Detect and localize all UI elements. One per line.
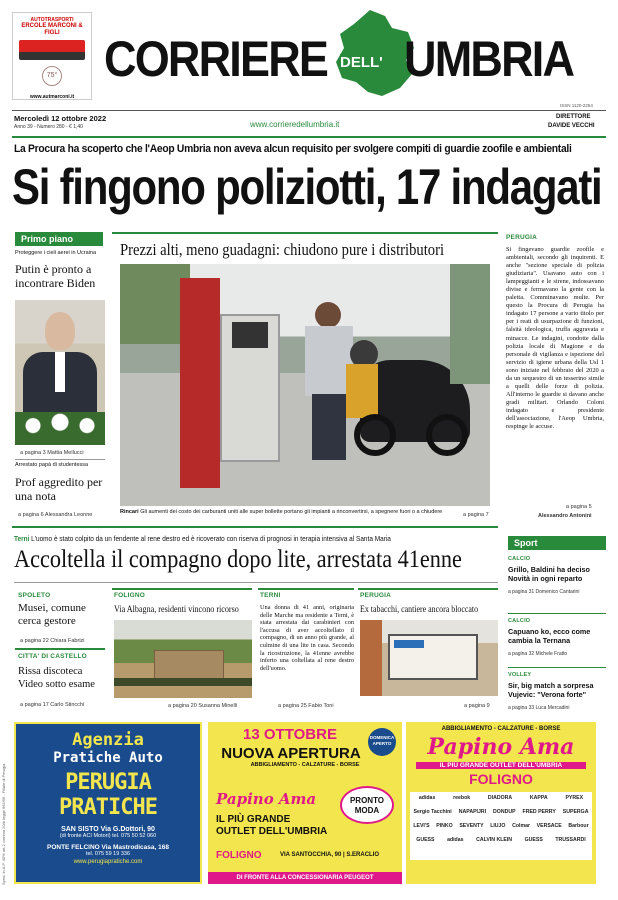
perugia-box-label: PERUGIA [360,592,392,599]
ad-left-addr2: PONTE FELCINO Via Mastrodicasa, 168 [47,844,169,851]
sponsor-url: www.autmarconi.it [29,94,75,100]
spoleto-title: Musei, comune cerca gestore [18,602,86,627]
photo-story-headline: Prezzi alti, meno guadagni: chiudono pure i distributori [120,240,445,259]
brand-logo: KAPPA [529,795,548,801]
ad-mid[interactable] [208,722,402,884]
sport-item-title: Capuano ko, ecco come cambia la Ternana [508,627,591,645]
title-left: CORRIERE [104,31,328,87]
terni-story-kicker-line [14,534,451,543]
sport-item[interactable] [508,618,606,668]
brand-logo: Colmar [512,823,530,829]
ad-right-brands [410,792,592,860]
ad-right-claim: IL PIÙ GRANDE OUTLET DELL'UMBRIA [416,762,586,769]
ad-mid-title: NUOVA APERTURA [221,745,361,762]
perugia-col-author: Alessandro Antonini [538,513,592,519]
sport-item-tag: CALCIO [508,556,531,562]
pp-item2-page[interactable]: a pagina 6 Alessandra Leonne [18,512,93,518]
director-name: DAVIDE VECCHI [548,123,595,129]
pp-item1-kicker: Proteggere i cieli aerei in Ucraina [15,250,97,256]
ad-side-legal: Sped. in A.P. 45% art.2 comma 20/b legge 662/96 - Filiale di Perugia [1,763,6,885]
sponsor-name: ERCOLE MARCONI & FIGLI [21,23,83,36]
lead-kicker: La Procura ha scoperto che l'Aeop Umbria non aveva alcun requisito per svolgere compiti di guardie zoofile e ambientali [14,143,572,155]
photo-caption [120,509,490,516]
ad-left-addr1b: (di fronte ACI Motori) tel. 075 50 52 060 [59,833,157,839]
sport-item-page[interactable]: a pagina 32 Michele Fratto [508,651,568,657]
caption-label: Rincari [120,509,139,515]
photo-page[interactable]: a pagina 7 [463,512,489,518]
title-mid: DELL' [340,54,383,71]
brand-logo: VERSACE [536,823,562,829]
pp-item1-title: Putin è pronto a incontrare Biden [15,262,96,290]
ad-left-line2: Pratiche Auto [53,750,163,766]
ad-right-brand: Papino Ama [427,734,575,760]
issue-number: Anno 39 - Numero 280 - € 1,40 [14,124,83,130]
pp-item2-kicker: Arrestato papà di studentessa [15,462,89,468]
ad-mid-claim1: IL PIÙ GRANDE [216,814,291,825]
ad-left-line4: PRATICHE [59,795,157,820]
brand-logo: LIUJO [490,823,506,829]
perugia-col-text: Si fingevano guardie zoofile e ambientali, secondo gli inquirenti. E anche "sezione speciale di polizia giudiziaria". Usavano auto con i lampeggianti e le sirene, indossavano divise e fermavano la gente con la paletta. Comminavano multe. Per questo la Procura di Perugia ha indagato 17 persone a vario titolo per per i reati di usurpazione di funzioni, falsità ideologica, truffa aggravata e minacce. Le indagini, condotte dalla polizia locale di Magione e da personale di vigilanza e ispezione del servizio di igiene urbana della Usl 1 sono iniziate nel febbraio del 2020 a da un sequestro di un tesserino simile a quelli delle forze di polizia. All'interno le guardie si davano anche gradi militari. Orlando Coloni indagato e presidente dell'associazione, l'Aeop Umbria, respinge le accuse. [506,246,604,431]
terni-box-text: Una donna di 41 anni, originaria delle Marche ma residente a Terni, è stata arrestata dai carabinieri con l'accusa di aver accoltellato il compagno, di un anno più grande, al culmine di una lite in casa. Secondo la ricostruzione, la 41enne avrebbe inferto una coltellata al rene destro dell'uomo. [260,604,354,672]
director-label: DIRETTORE [556,114,591,120]
ad-left-addr1: SAN SISTO Via G.Dottori, 90 [61,826,155,833]
website-link[interactable]: www.corrieredellumbria.it [250,120,340,129]
brand-logo: adidas [418,795,436,801]
brand-logo: LEVI'S [413,823,430,829]
ad-left-url: www.perugiapratiche.com [73,859,143,865]
terni-story-kicker: L'uomo è stato colpito da un fendente al rene destro ed è ricoverato con riserva di prognosi in terapia intensiva al Santa Maria [31,534,391,543]
brand-logo: DIADORA [487,795,513,801]
gas-station-photo [120,264,490,506]
brand-logo: PINKO [436,823,453,829]
sponsor-top: AUTOTRASPORTI [30,17,74,23]
ad-mid-street: VIA SANTOCCHIA, 90 | S.ERACLIO [280,852,380,858]
lead-headline: Si fingono poliziotti, 17 indagati [12,159,602,215]
issue-date: Mercoledì 12 ottobre 2022 [14,114,107,123]
sport-item-page[interactable]: a pagina 33 Luca Mercadini [508,705,570,711]
perugia-col-page[interactable]: a pagina 5 [566,504,592,510]
ad-right[interactable] [406,722,596,884]
brand-logo: GUESS [524,837,543,843]
brand-logo: DONDUP [493,809,516,815]
foligno-photo [114,620,252,698]
sport-item-title: Grillo, Baldini ha deciso Novità in ogni reparto [508,565,590,583]
brand-logo: adidas [447,837,464,843]
brand-logo: SUPERGA [562,809,589,815]
ad-right-top: ABBIGLIAMENTO - CALZATURE - BORSE [441,726,561,732]
brand-logo: PYREX [565,795,584,801]
brand-logo: GUESS [416,837,435,843]
sport-item-title: Sir, big match a sorpresa Vujevic: "Verona forte" [508,681,594,699]
sport-item-page[interactable]: a pagina 31 Domenico Cantarini [508,589,580,595]
putin-photo [15,300,105,445]
sport-label: Sport [508,536,606,550]
issn: ISSN 1120-2254 [560,103,593,108]
title-right: UMBRIA [404,31,574,87]
masthead-title [104,26,604,96]
terni-box-page[interactable]: a pagina 25 Fabio Toni [278,703,334,709]
ad-mid-badge: DOMENICA APERTO [368,728,396,756]
perugia-box-page[interactable]: a pagina 9 [464,703,490,709]
foligno-title: Via Albagna, residenti vincono ricorso [114,604,239,614]
perugia-box-photo [360,620,498,696]
foligno-page[interactable]: a pagina 20 Susanna Minelli [168,703,238,709]
ad-mid-footer: DI FRONTE ALLA CONCESSIONARIA PEUGEOT [208,872,402,884]
ad-left-line1: Agenzia [72,730,144,750]
sport-item-tag: VOLLEY [508,672,532,678]
sponsor-box [12,12,92,100]
spoleto-page[interactable]: a pagina 22 Chiara Fabrizi [20,638,85,644]
castello-title: Rissa discoteca Video sotto esame [18,666,95,690]
sport-item[interactable] [508,672,606,722]
ad-mid-city: FOLIGNO [216,850,262,861]
brand-logo: Sergio Tacchini [413,809,452,815]
ad-mid-sub: ABBIGLIAMENTO - CALZATURE - BORSE [250,762,360,768]
terni-story-headline: Accoltella il compagno dopo lite, arrestata 41enne [14,546,462,573]
sport-item-tag: CALCIO [508,618,531,624]
terni-box-label: TERNI [260,592,281,599]
foligno-label: FOLIGNO [114,592,146,599]
truck-image [19,40,85,60]
brand-logo: reebok [453,795,471,801]
castello-page[interactable]: a pagina 17 Carlo Stincchi [20,702,85,708]
ad-left-line3: PERUGIA [65,770,151,795]
ad-mid-claim2: OUTLET DELL'UMBRIA [216,826,328,837]
ad-mid-pronto: PRONTO MODA [340,786,394,824]
brand-logo: TRUSSARDI [555,837,586,843]
castello-label: CITTA' DI CASTELLO [18,653,87,660]
pp-item1-page[interactable]: a pagina 3 Mattia Mellucci [20,450,84,456]
sponsor-badge: 75° [42,66,62,86]
brand-logo: Barbour [568,823,589,829]
brands-row [410,809,592,815]
ad-left[interactable] [14,722,202,884]
terni-story-tag: Terni [14,534,30,543]
brand-logo: FRED PERRY [522,809,556,815]
ad-right-city: FOLIGNO [469,771,533,787]
caption-text: Gli aumenti dei costo dei carburanti uniti alle super bollette portano gli impianti a rinconvertirsi, a spegnere fuori o a chiudere [140,509,443,515]
pp-item2-title: Prof aggredito per una nota [15,475,103,503]
ad-mid-brand: Papino Ama [216,790,317,808]
brands-row [410,795,592,801]
sport-list [508,556,606,722]
brand-logo: CALVIN KLEIN [476,837,513,843]
primo-piano-label: Primo piano [15,232,103,246]
brands-row [410,823,592,829]
perugia-box-title: Ex tabacchi, cantiere ancora bloccato [360,604,479,614]
ad-left-addr2b: tel. 075 59 19 336 [85,851,131,857]
perugia-col-label: PERUGIA [506,234,538,241]
spoleto-label: SPOLETO [18,592,51,599]
sport-item[interactable] [508,556,606,614]
brand-logo: SEVENTY [459,823,484,829]
brands-row [410,837,592,843]
ad-mid-date: 13 OTTOBRE [243,726,337,743]
brand-logo: NAPAPIJRI [458,809,487,815]
